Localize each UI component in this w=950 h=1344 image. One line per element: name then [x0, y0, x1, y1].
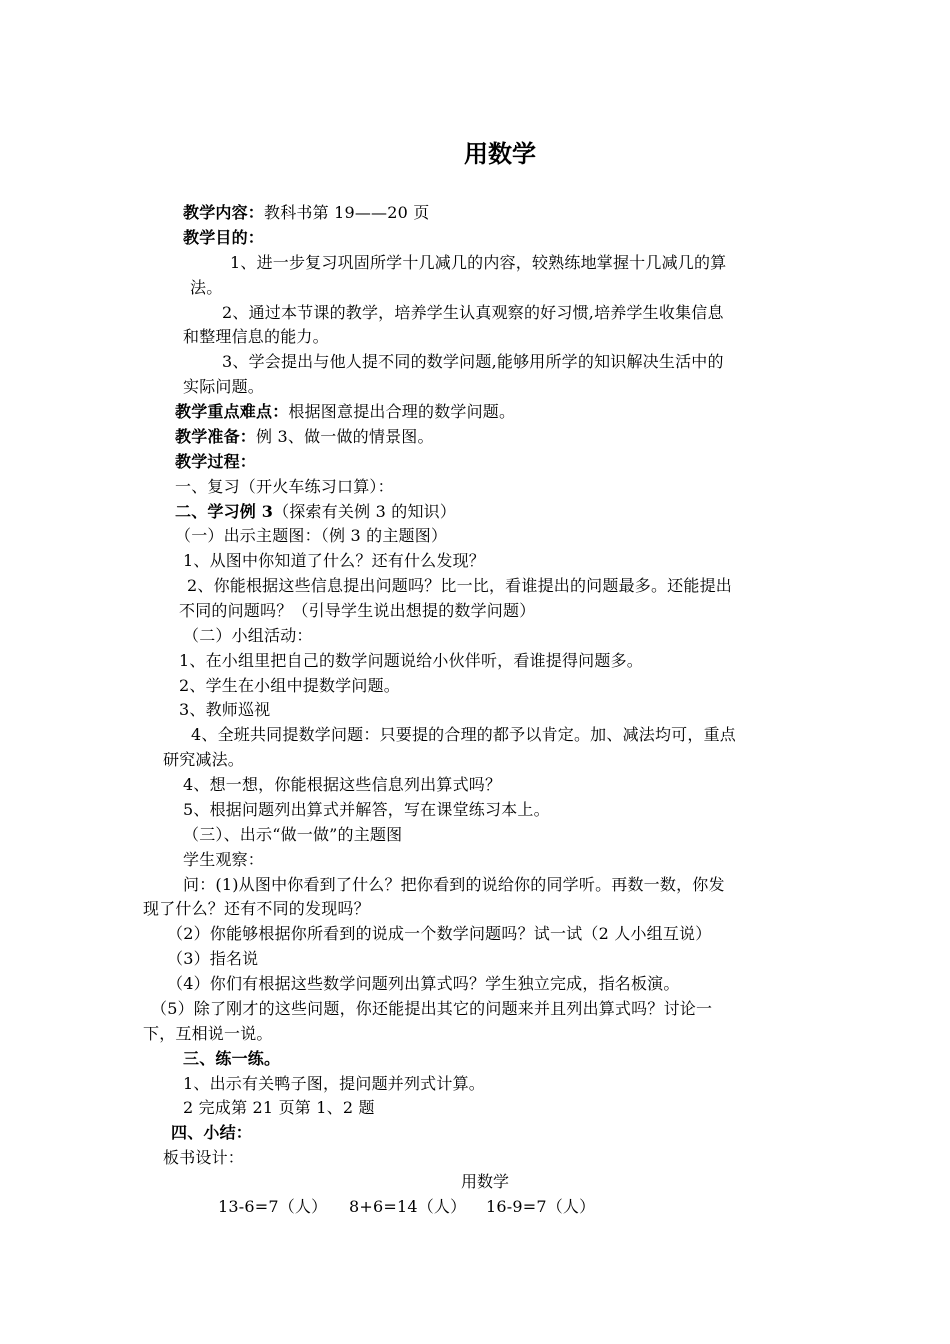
board-equation-3: 16-9=7（人）: [486, 1197, 596, 1216]
student-observe: 学生观察：: [183, 850, 265, 869]
step-2-line-1: 2、你能根据这些信息提出问题吗？比一比，看谁提出的问题最多。还能提出: [187, 576, 732, 595]
subsection-3: （三）、出示“做一做”的主题图: [183, 825, 403, 844]
practice-1: 1、出示有关鸭子图，提问题并列式计算。: [183, 1074, 485, 1093]
goal-1-line-1: 1、进一步复习巩固所学十几减几的内容，较熟练地掌握十几减几的算: [230, 253, 727, 272]
question-1-line-2: 现了什么？还有不同的发现吗？: [143, 899, 370, 918]
group-step-4-line-1: 4、全班共同提数学问题：只要提的合理的都予以肯定。加、减法均可，重点: [191, 725, 736, 744]
line-teaching-process: [175, 450, 256, 474]
goal-3-line-1: 3、学会提出与他人提不同的数学问题,能够用所学的知识解决生活中的: [222, 352, 724, 371]
practice-2: 2 完成第 21 页第 1、2 题: [183, 1098, 375, 1117]
step-2-line-2: 不同的问题吗？（引导学生说出想提的数学问题）: [179, 601, 536, 620]
line-teaching-content: 教学内容：教科书第 19——20 页: [183, 203, 430, 222]
step-1: 1、从图中你知道了什么？还有什么发现？: [183, 551, 485, 570]
think-step: 4、想一想，你能根据这些信息列出算式吗？: [183, 775, 502, 794]
subsection-1: （一）出示主题图：（例 3 的主题图）: [175, 526, 448, 545]
board-equation-2: 8+6=14（人）: [349, 1197, 467, 1216]
board-equation-1: 13-6=7（人）: [218, 1197, 328, 1216]
solve-step: 5、根据问题列出算式并解答，写在课堂练习本上。: [183, 800, 550, 819]
section-3-heading: 三、练一练。: [183, 1049, 281, 1068]
label-teaching-process: 教学过程：: [175, 452, 257, 471]
section-1-review: 一、复习（开火车练习口算）：: [175, 477, 394, 496]
goal-2-line-2: 和整理信息的能力。: [183, 327, 329, 346]
question-5-line-1: （5）除了刚才的这些问题，你还能提出其它的问题来并且列出算式吗？讨论一: [151, 999, 713, 1018]
group-step-3: 3、教师巡视: [179, 700, 271, 719]
question-4: （4）你们有根据这些数学问题列出算式吗？学生独立完成，指名板演。: [167, 974, 680, 993]
goal-3-line-2: 实际问题。: [183, 377, 265, 396]
question-2: （2）你能够根据你所看到的说成一个数学问题吗？试一试（2 人小组互说）: [167, 924, 712, 943]
question-5-line-2: 下，互相说一说。: [143, 1024, 273, 1043]
group-step-2: 2、学生在小组中提数学问题。: [179, 676, 400, 695]
group-step-1: 1、在小组里把自己的数学问题说给小伙伴听，看谁提得问题多。: [179, 651, 643, 670]
label-teaching-content: 教学内容：: [183, 203, 265, 222]
section-2-heading: 二、学习例 3（探索有关例 3 的知识）: [175, 502, 457, 521]
label-teaching-purpose: 教学目的：: [183, 228, 265, 247]
goal-1-line-2: 法。: [190, 278, 223, 297]
question-1-line-1: 问：(1)从图中你看到了什么？把你看到的说给你的同学听。再数一数，你发: [183, 875, 725, 894]
label-key-difficulty: 教学重点难点：: [175, 402, 289, 421]
line-teaching-purpose: [183, 226, 264, 250]
board-design-label: 板书设计：: [163, 1148, 245, 1167]
subsection-2: （二）小组活动：: [183, 626, 313, 645]
label-preparation: 教学准备：: [175, 427, 257, 446]
line-preparation: 教学准备：例 3、做一做的情景图。: [175, 427, 434, 446]
section-4-heading: 四、小结：: [171, 1123, 253, 1142]
question-3: （3）指名说: [167, 949, 259, 968]
board-title: 用数学: [460, 1172, 509, 1191]
line-key-difficulty: 教学重点难点：根据图意提出合理的数学问题。: [175, 402, 516, 421]
group-step-4-line-2: 研究减法。: [163, 750, 245, 769]
document-title: 用数学: [464, 140, 536, 168]
goal-2-line-1: 2、通过本节课的教学，培养学生认真观察的好习惯,培养学生收集信息: [222, 303, 724, 322]
